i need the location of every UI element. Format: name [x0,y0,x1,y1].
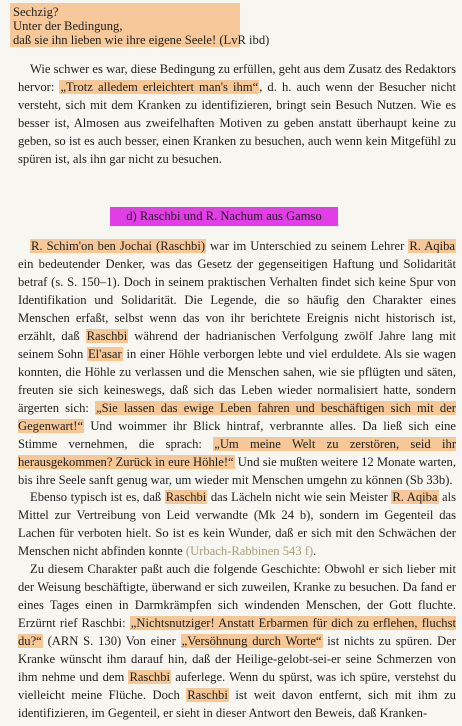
p4-text-c: ist nichts zu spüren. Der Kranke wünscht ihm darauf hin, daß der Heilige-gelobt-sei-er seine Schmerzen von ihm nehme und dem [18,634,456,684]
quote-block [13,5,453,47]
p2-text-a: war im Unterschied zu seinem Lehrer [206,239,409,253]
p2-highlight-4: El'asar [87,347,122,361]
p4-text-e: ist weit davon entfernt, sich mit ihm zu identifizieren, im Gegenteil, er sieht in dieser Antwort den Beweis, daß Kranken- [18,688,456,720]
p1-text-b: , d. h. auch wenn der Besucher nicht versteht, sich mit dem Kranken zu identifizieren, bringt sein Besuch Nutzen. Wie es besser ist, Almosen aus zweifelhaften Motiven zu geben anstatt überhaupt keine zu geben, so ist es auch besser, einen Kranken zu besuchen, auch wenn kein Mitgefühl zu spüren ist, als ihn gar nicht zu besuchen. [18,80,457,166]
p2-text-c: während der hadrianischen Verfolgung zwölf Jahre lang mit seinem Sohn [18,329,456,361]
paragraph-4 [18,560,456,722]
paragraph-2 [18,237,456,489]
p2-highlight-6: „Um meine Welt zu zerstören, seid ihr herausgekommen? Zurück in eure Höhle!“ [18,437,457,469]
p2-highlight-2: R. Aqiba [409,239,455,253]
p4-highlight-4: Raschbi [187,688,228,702]
quote-line-1: Sechzig? [13,5,59,19]
p1-highlight-1: „Trotz alledem erleichtert man's ihm“ [60,80,259,94]
p2-text-e: Und woimmer ihr Blick hintraf, verbrannte alles. Da ließ sich eine Stimme vernehmen, die sprach: [18,419,456,451]
p3-text-d: . [313,544,317,558]
paragraph-1 [18,60,456,168]
p2-highlight-5: „Sie lassen das ewige Leben fahren und beschäftigen sich mit der Gegenwart!“ [18,401,457,433]
p2-highlight-3: Raschbi [86,329,128,343]
p4-text-b: (ARN S. 130) Von einer [42,634,181,648]
p1-text-a: Wie schwer es war, diese Bedingung zu erfüllen, geht aus dem Zusatz des Redaktors hervor: [18,62,456,94]
p3-text-c: als Mittel zur Vertreibung von Leid verwandte (Mk 24 b), sondern im Gegenteil das Lachen für verboten hielt. So ist es kein Wunder, daß er sich mit den Schwächen der Menschen nicht abfinden konnte [18,490,456,558]
p2-text-d: in einer Höhle verborgen lebte und viel erduldete. Als sie wagen konnten, die Höhle zu verlassen und die Menschen sahen, wie sie pflügten und säten, freuten sie sich keineswegs, daß sich das Leben wieder normalisiert hatte, sondern ärgerten sich: [18,347,456,415]
p3-highlight-1: Raschbi [165,490,207,504]
p2-text-b: ein bedeutender Denker, was das Gesetz der gegenseitigen Haftung und Solidarität betraf (s. S. 150–1). Doch in seinem praktischen Verhalten findet sich keine Spur von Identifikation und Solidarität. Die Legende, die so häufig den Charakter eines Menschen erfaßt, selbst wenn das von ihr berichtete Ereignis nicht historisch ist, erzählt, daß [18,257,456,343]
quote-reference: (LvR ibd) [219,33,270,47]
p2-highlight-1: R. Schim'on ben Jochai (Raschbi) [31,239,206,253]
p4-highlight-1: „Nichtsnutziger! Anstatt Erbarmen für dich zu erflehen, fluchst du?“ [18,616,456,648]
p3-highlight-2: R. Aqiba [392,490,438,504]
p4-text-d: auferlege. Wenn du spürst, was ich spüre, verstehst du vielleicht meine Flüche. Doch [18,670,456,702]
p4-highlight-3: Raschbi [129,670,171,684]
paragraph-3 [18,488,456,560]
urbach-reference-link[interactable]: (Urbach-Rabbinen 543 f) [185,544,314,558]
quote-line-3: daß sie ihn lieben wie ihre eigene Seele! [13,33,217,47]
p4-highlight-2: „Versöhnung durch Worte“ [181,634,322,648]
quote-line-2: Unter der Bedingung, [13,19,123,33]
p2-text-f: Und sie mußten weitere 12 Monate warten, bis ihre Seele sanft genug war, um wieder mit Menschen umgehn zu können (Sb 33b). [18,455,456,487]
p3-text-b: das Lächeln nicht wie sein Meister [207,490,392,504]
p3-text-a: Ebenso typisch ist es, daß [30,490,165,504]
p4-text-a: Zu diesem Charakter paßt auch die folgende Geschichte: Obwohl er sich lieber mit der Weisung beschäftigte, überwand er sich zuweilen, Kranke zu besuchen. Da fand er eines Tages einen in Darmkrämpfen sich windenden Menschen, der Gott fluchte. Erzürnt rief Raschbi: [18,562,456,630]
section-heading: d) Raschbi und R. Nachum aus Gamso [110,207,338,226]
